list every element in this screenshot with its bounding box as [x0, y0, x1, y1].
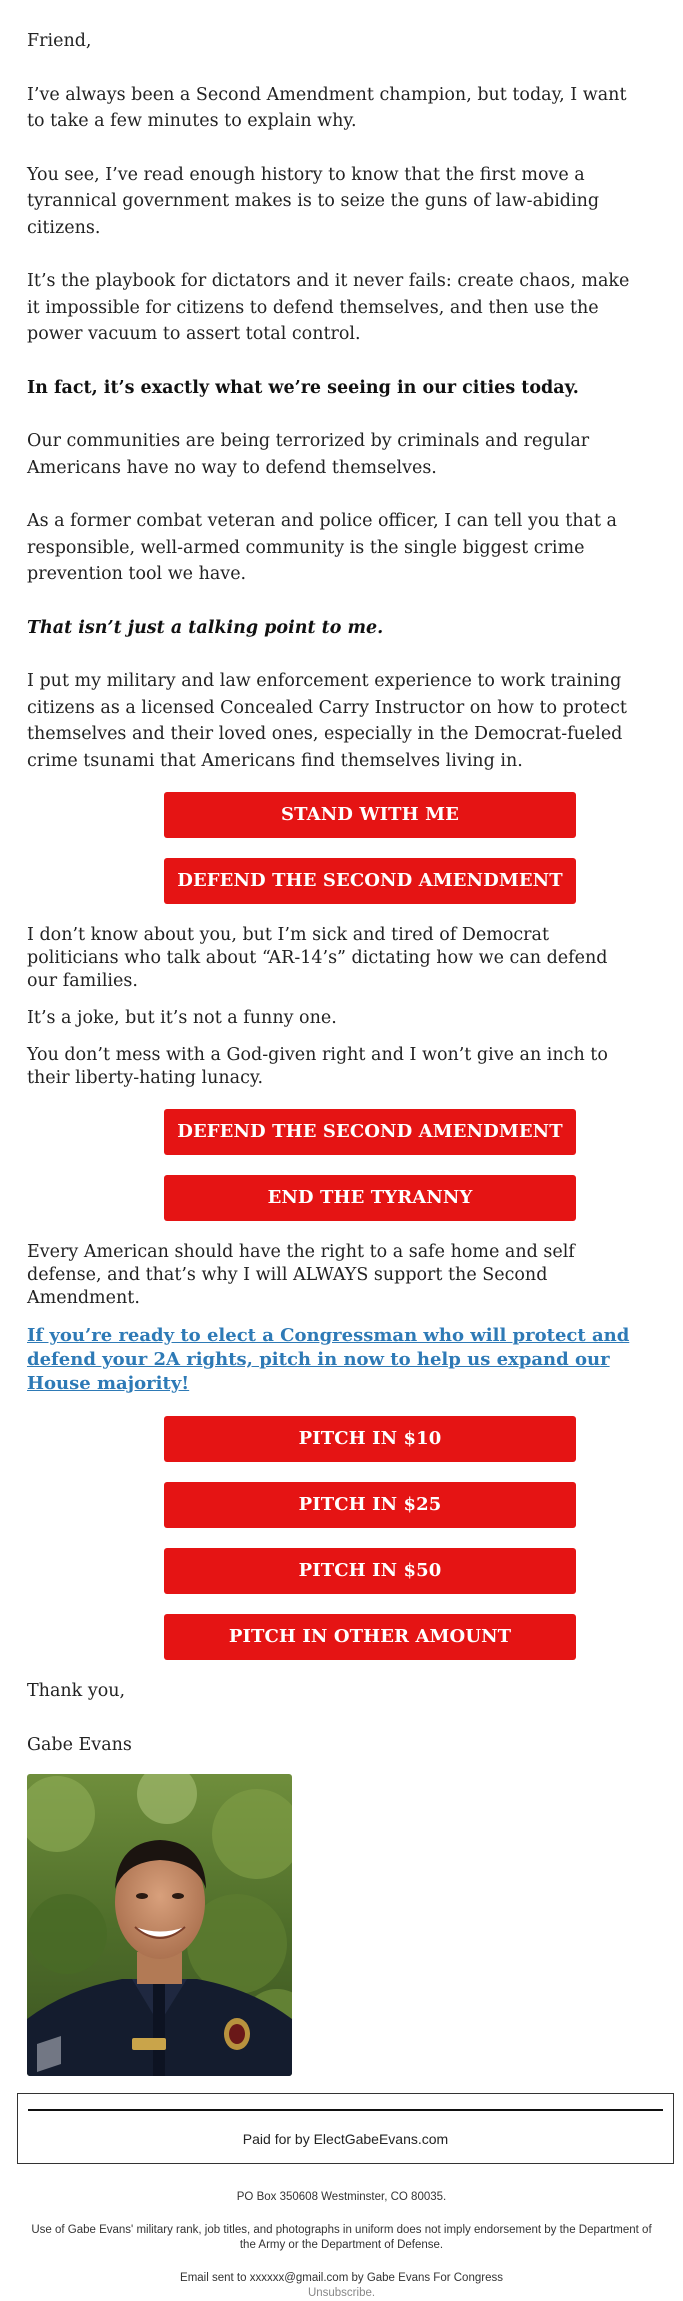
pitch-in-50-button[interactable]: PITCH IN $50: [164, 1548, 576, 1594]
defend-second-amendment-button-2[interactable]: DEFEND THE SECOND AMENDMENT: [164, 1109, 576, 1155]
defend-second-amendment-button[interactable]: DEFEND THE SECOND AMENDMENT: [164, 858, 576, 904]
paragraph-12: Every American should have the right to a safe home and self defense, and that’s why I will ALWAYS support the Second Amendment.: [27, 1242, 575, 1308]
signature: Gabe Evans: [27, 1734, 132, 1755]
footer-sent-suffix: by Gabe Evans For Congress: [348, 2272, 503, 2284]
paragraph-1: I’ve always been a Second Amendment champion, but today, I want to take a few minutes to explain why.: [27, 84, 627, 131]
donate-link[interactable]: If you’re ready to elect a Congressman who will protect and defend your 2A rights, pitch in now to help us expand our House majority!: [27, 1325, 630, 1394]
end-the-tyranny-button[interactable]: END THE TYRANNY: [164, 1175, 576, 1221]
pitch-in-25-button[interactable]: PITCH IN $25: [164, 1482, 576, 1528]
greeting: Friend,: [27, 31, 92, 51]
paid-for-box: [17, 2093, 674, 2164]
footer-unsubscribe-line: [0, 2286, 683, 2301]
footer-disclaimer: Use of Gabe Evans' military rank, job titles, and photographs in uniform does not imply endorsement by the Department of the Army or the Department of Defense.: [31, 2224, 652, 2251]
pitch-in-10-button[interactable]: PITCH IN $10: [164, 1416, 576, 1462]
thank-you: Thank you,: [27, 1681, 126, 1701]
paragraph-3: It’s the playbook for dictators and it never fails: create chaos, make it impossible for citizens to defend themselves, and then use the power vacuum to assert total control.: [27, 271, 630, 344]
footer-address: PO Box 350608 Westminster, CO 80035.: [236, 2191, 447, 2203]
footer-sent: [0, 2271, 683, 2286]
paragraph-2: You see, I’ve read enough history to know that the first move a tyrannical government makes is to seize the guns of law-abiding citizens.: [27, 164, 600, 238]
stand-with-me-button[interactable]: STAND WITH ME: [164, 792, 576, 838]
pitch-in-other-button[interactable]: PITCH IN OTHER AMOUNT: [164, 1614, 576, 1660]
paragraph-bold: In fact, it’s exactly what we’re seeing in our cities today.: [27, 377, 579, 398]
paragraph-5: Our communities are being terrorized by criminals and regular Americans have no way to defend themselves.: [27, 431, 590, 478]
paid-for-text: Paid for by ElectGabeEvans.com: [242, 2131, 449, 2147]
paragraph-8: I put my military and law enforcement experience to work training citizens as a licensed Concealed Carry Instructor on how to protect themselves and their loved ones, especially in the Democrat-fueled crime tsunami that Americans find themselves living in.: [27, 671, 627, 771]
paragraph-9: I don’t know about you, but I’m sick and tired of Democrat politicians who talk about “AR-14’s” dictating how we can defend our families.: [27, 925, 608, 991]
footer-email-link[interactable]: xxxxxx@gmail.com: [249, 2272, 349, 2284]
paragraph-10: It’s a joke, but it’s not a funny one.: [27, 1008, 337, 1028]
paragraph-bold-italic: That isn’t just a talking point to me.: [27, 617, 384, 638]
candidate-photo: [27, 1774, 292, 2076]
unsubscribe-link[interactable]: Unsubscribe.: [307, 2287, 376, 2299]
paragraph-6: As a former combat veteran and police officer, I can tell you that a responsible, well-armed community is the single biggest crime prevention tool we have.: [27, 511, 617, 584]
footer-sent-prefix: Email sent to: [180, 2272, 250, 2284]
divider: [28, 2109, 663, 2111]
paragraph-11: You don’t mess with a God-given right and I won’t give an inch to their liberty-hating lunacy.: [27, 1045, 608, 1088]
